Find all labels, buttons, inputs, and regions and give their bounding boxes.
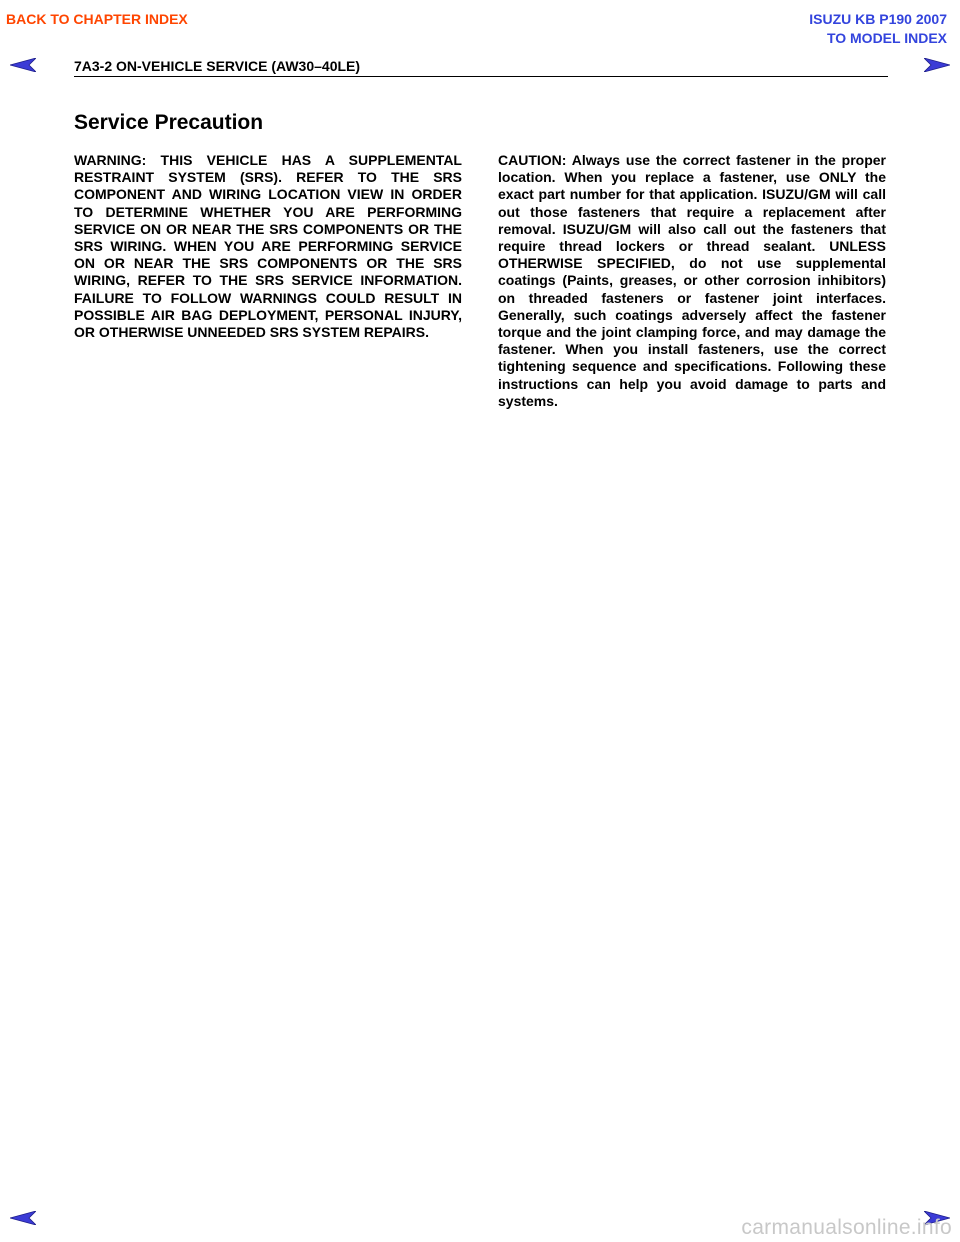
warning-paragraph: WARNING: THIS VEHICLE HAS A SUPPLEMENTAL RESTRAINT SYSTEM (SRS). REFER TO THE SRS COMPONENT AND WIRING LOCATION VIEW IN ORDER TO DETERMINE WHETHER YOU ARE PERFORMING SERVICE ON OR NEAR THE SRS COMPONENTS OR THE SRS WIRING. WHEN YOU ARE PERFORMING SERVICE ON OR NEAR THE SRS COMPONENTS OR THE SRS WIRING, REFER TO THE SRS SERVICE INFORMATION. FAILURE TO FOLLOW WARNINGS COULD RESULT IN POSSIBLE AIR BAG DEPLOYMENT, PERSONAL INJURY, OR OTHERWISE UNNEEDED SRS SYSTEM REPAIRS. <box>74 152 462 341</box>
page-header: 7A3-2 ON-VEHICLE SERVICE (AW30–40LE) <box>74 58 888 77</box>
prev-page-arrow-icon-bottom[interactable] <box>10 1211 36 1225</box>
back-to-chapter-index-link[interactable]: BACK TO CHAPTER INDEX <box>6 11 188 27</box>
model-title-link[interactable]: ISUZU KB P190 2007 <box>809 11 947 27</box>
next-page-arrow-icon[interactable] <box>924 58 950 72</box>
caution-paragraph: CAUTION: Always use the correct fastener in the proper location. When you replace a fastener, use ONLY the exact part number for that application. ISUZU/GM will call out those fasteners that require a replacement after removal. ISUZU/GM will also call out the fasteners that require thread lockers or thread sealant. UNLESS OTHERWISE SPECIFIED, do not use supplemental coatings (Paints, greases, or other corrosion inhibitors) on threaded fasteners or fastener joint interfaces. Generally, such coatings adversely affect the fastener torque and the joint clamping force, and may damage the fastener. When you install fasteners, use the correct tightening sequence and specifications. Following these instructions can help you avoid damage to parts and systems. <box>498 152 886 409</box>
section-title: Service Precaution <box>74 111 264 134</box>
watermark-text: carmanualsonline.info <box>741 1216 952 1239</box>
to-model-index-link[interactable]: TO MODEL INDEX <box>826 30 947 46</box>
prev-page-arrow-icon[interactable] <box>10 58 36 72</box>
